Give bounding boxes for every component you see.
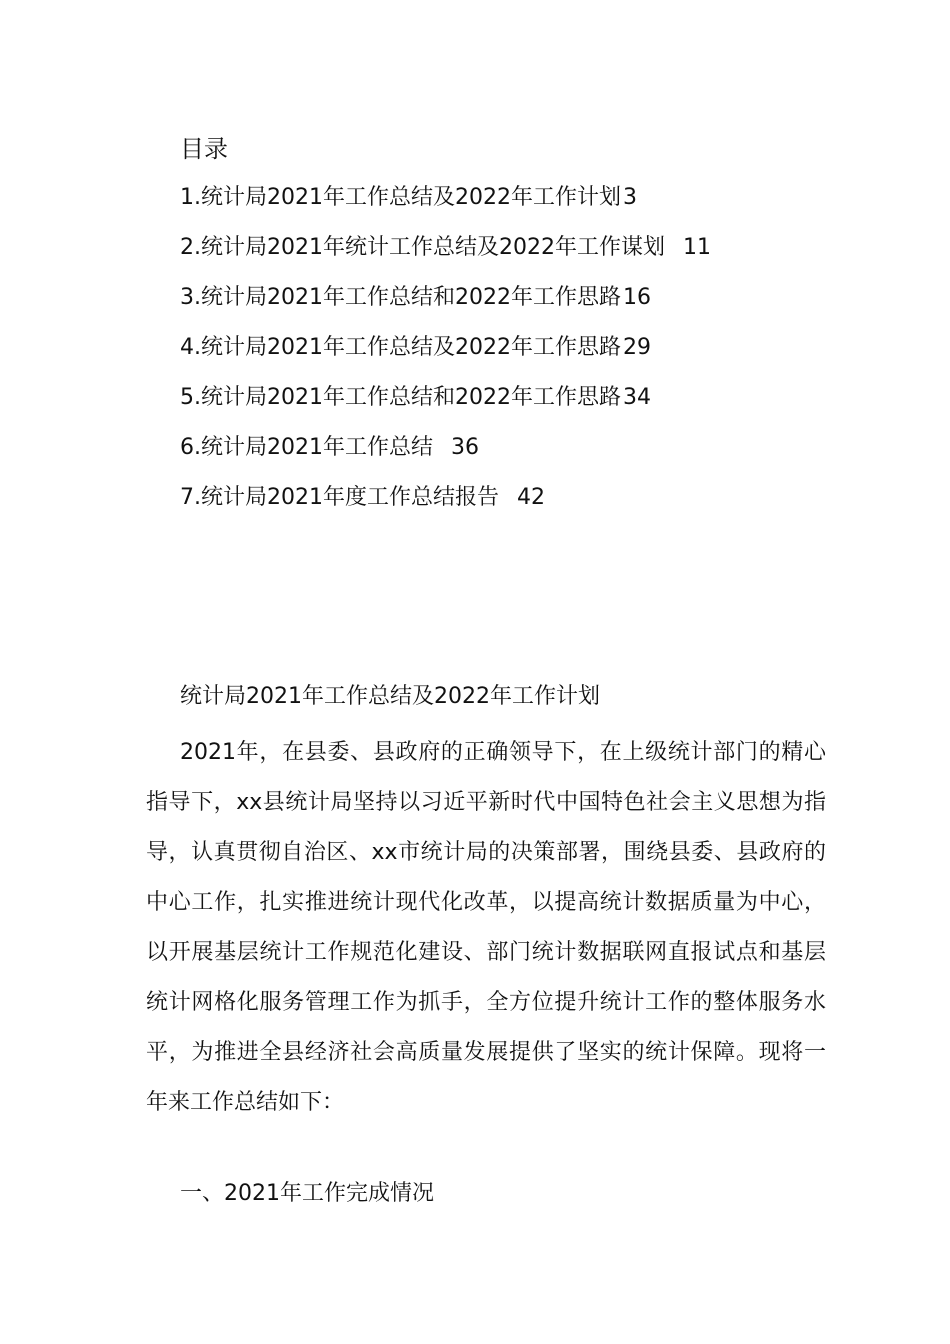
toc-item-page: 42 [516,485,545,510]
toc-item-page: 36 [450,435,479,460]
toc-item-page: 29 [622,335,651,360]
toc-item-page: 11 [682,235,711,260]
toc-item-text: 2.统计局2021年统计工作总结及2022年工作谋划 [180,235,665,260]
toc-list [180,181,711,531]
toc-item[interactable] [180,281,711,331]
toc-item[interactable] [180,481,711,531]
body-paragraph: 2021年，在县委、县政府的正确领导下，在上级统计部门的精心指导下，xx县统计局坚持以习近平新时代中国特色社会主义思想为指导，认真贯彻自治区、xx市统计局的决策部署，围绕县委、县政府的中心工作，扎实推进统计现代化改革，以提高统计数据质量为中心，以开展基层统计工作规范化建设、部门统计数据联网直报试点和基层统计网格化服务管理工作为抓手，全方位提升统计工作的整体服务水平，为推进全县经济社会高质量发展提供了坚实的统计保障。现将一年来工作总结如下： [146,740,826,1115]
toc-item[interactable] [180,381,711,431]
document-heading: 统计局2021年工作总结及2022年工作计划 [180,684,600,709]
toc-item-text: 6.统计局2021年工作总结 [180,435,433,460]
toc-title: 目录 [180,135,228,163]
toc-item-text: 3.统计局2021年工作总结和2022年工作思路 [180,285,621,310]
toc-item-text: 4.统计局2021年工作总结及2022年工作思路 [180,335,621,360]
section-heading: 一、2021年工作完成情况 [180,1181,434,1206]
toc-item-page: 3 [622,185,637,210]
toc-item-page: 16 [622,285,651,310]
toc-item-text: 5.统计局2021年工作总结和2022年工作思路 [180,385,621,410]
toc-item[interactable] [180,231,711,281]
toc-item-text: 7.统计局2021年度工作总结报告 [180,485,499,510]
toc-item-text: 1.统计局2021年工作总结及2022年工作计划 [180,185,621,210]
toc-item[interactable] [180,431,711,481]
toc-item[interactable] [180,331,711,381]
toc-item[interactable] [180,181,711,231]
toc-item-page: 34 [622,385,651,410]
